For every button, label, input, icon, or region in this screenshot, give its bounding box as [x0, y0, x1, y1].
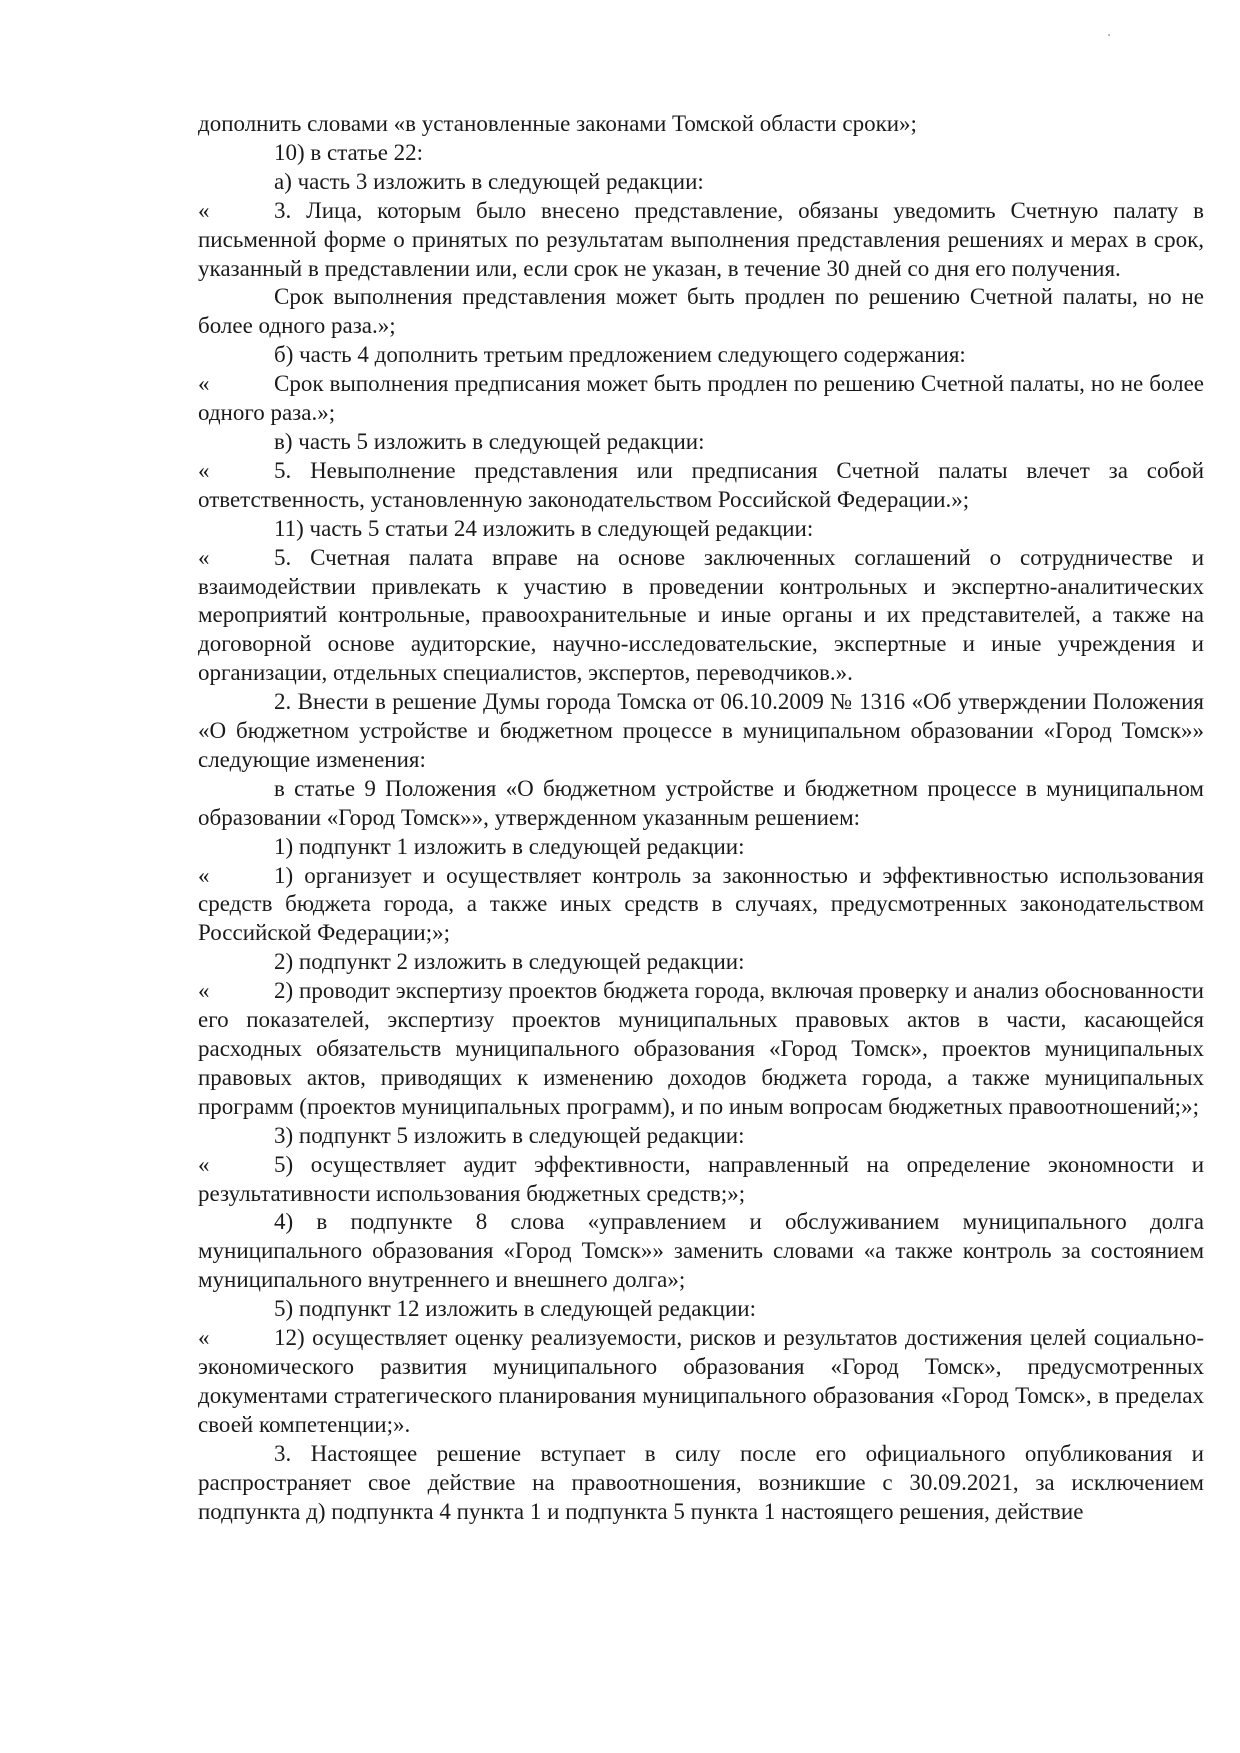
paragraph-4-text: 3. Лица, которым было внесено представление, обязаны уведомить Счетную палату в письменной форме о принятых по результатам выполнения представления решениях и мерах в срок, указанный в представлении или, если срок не указан, в течение 30 дней со дня его получения. — [198, 197, 1204, 281]
quote-paragraph-4 — [198, 197, 1204, 284]
quote-mark: « — [198, 197, 210, 223]
paragraph-12: 2. Внести в решение Думы города Томска от 06.10.2009 № 1316 «Об утверждении Положения «О бюджетном устройстве и бюджетном процессе в муниципальном образовании «Город Томск»» следующие изменения: — [198, 689, 1204, 772]
quote-mark: « — [198, 457, 210, 483]
paragraph-23: 3. Настоящее решение вступает в силу после его официального опубликования и распространяет свое действие на правоотношения, возникшие с 30.09.2021, за исключением подпункта д) подпункта 4 пункта 1 и подпункта 5 пункта 1 настоящего решения, действие — [198, 1440, 1204, 1524]
quote-paragraph-7 — [198, 370, 1204, 428]
paragraph-13: в статье 9 Положения «О бюджетном устройстве и бюджетном процессе в муниципальном образовании «Город Томск»», утвержденном указанным решением: — [198, 775, 1204, 830]
paragraph-5: Срок выполнения представления может быть продлен по решению Счетной палаты, но не более одного раза.»; — [198, 284, 1204, 339]
paragraph-14: 1) подпункт 1 изложить в следующей редакции: — [274, 833, 745, 859]
quote-paragraph-19 — [198, 1151, 1204, 1209]
quote-paragraph-15 — [198, 862, 1204, 949]
paragraph-10: 11) часть 5 статьи 24 изложить в следующей редакции: — [274, 515, 814, 541]
quote-paragraph-22 — [198, 1324, 1204, 1440]
paragraph-18: 3) подпункт 5 изложить в следующей редакции: — [274, 1122, 745, 1148]
paragraph-8: в) часть 5 изложить в следующей редакции: — [274, 428, 705, 454]
document-page — [198, 110, 1204, 1526]
paragraph-17-text: 2) проводит экспертизу проектов бюджета города, включая проверку и анализ обоснованности его показателей, экспертизу проектов муниципальных правовых актов в части, касающейся расходных обязательств муниципального образования «Город Томск», проектов муниципальных правовых актов, приводящих к изменению доходов бюджета города, а также муниципальных программ (проектов муниципальных программ), и по иным вопросам бюджетных правоотношений;»; — [198, 978, 1204, 1119]
quote-mark: « — [198, 371, 210, 397]
paragraph-15-text: 1) организует и осуществляет контроль за законностью и эффективностью использования средств бюджета города, а также иных средств в случаях, предусмотренных законодательством Российской Федерации;»; — [198, 862, 1204, 946]
quote-mark: « — [198, 978, 210, 1004]
paragraph-11-text: 5. Счетная палата вправе на основе заключенных соглашений о сотрудничестве и взаимодействии привлекать к участию в проведении контрольных и экспертно-аналитических мероприятий контрольные, правоохранительные и иные органы и их представителей, а также на договорной основе аудиторские, научно-исследовательские, экспертные и иные учреждения и организации, отдельных специалистов, экспертов, переводчиков.». — [198, 544, 1204, 686]
paragraph-7-text: Срок выполнения предписания может быть продлен по решению Счетной палаты, но не более одного раза.»; — [198, 371, 1204, 426]
paragraph-21: 5) подпункт 12 изложить в следующей редакции: — [274, 1296, 756, 1322]
paragraph-9-text: 5. Невыполнение представления или предписания Счетной палаты влечет за собой ответственность, установленную законодательством Российской Федерации.»; — [198, 457, 1204, 512]
paragraph-1: дополнить словами «в установленные законами Томской области сроки»; — [198, 111, 917, 136]
paragraph-22-text: 12) осуществляет оценку реализуемости, рисков и результатов достижения целей социально-экономического развития муниципального образования «Город Томск», предусмотренных документами стратегического планирования муниципального образования «Город Томск», в пределах своей компетенции;». — [198, 1325, 1204, 1437]
quote-paragraph-17 — [198, 977, 1204, 1122]
quote-mark: « — [198, 544, 210, 570]
quote-mark: « — [198, 1325, 210, 1351]
quote-mark: « — [198, 1151, 210, 1177]
quote-mark: « — [198, 862, 210, 888]
paragraph-3: а) часть 3 изложить в следующей редакции: — [274, 168, 704, 194]
paragraph-6: б) часть 4 дополнить третьим предложением следующего содержания: — [274, 342, 966, 368]
paragraph-2: 10) в статье 22: — [274, 139, 424, 165]
quote-paragraph-11 — [198, 544, 1204, 689]
paragraph-19-text: 5) осуществляет аудит эффективности, направленный на определение экономности и результативности использования бюджетных средств;»; — [198, 1151, 1204, 1206]
paragraph-20: 4) в подпункте 8 слова «управлением и обслуживанием муниципального долга муниципального образования «Город Томск»» заменить словами «а также контроль за состоянием муниципального внутреннего и внешнего долга»; — [198, 1209, 1204, 1293]
quote-paragraph-9 — [198, 457, 1204, 515]
scan-speck — [1108, 34, 1110, 36]
paragraph-16: 2) подпункт 2 изложить в следующей редакции: — [274, 949, 745, 975]
